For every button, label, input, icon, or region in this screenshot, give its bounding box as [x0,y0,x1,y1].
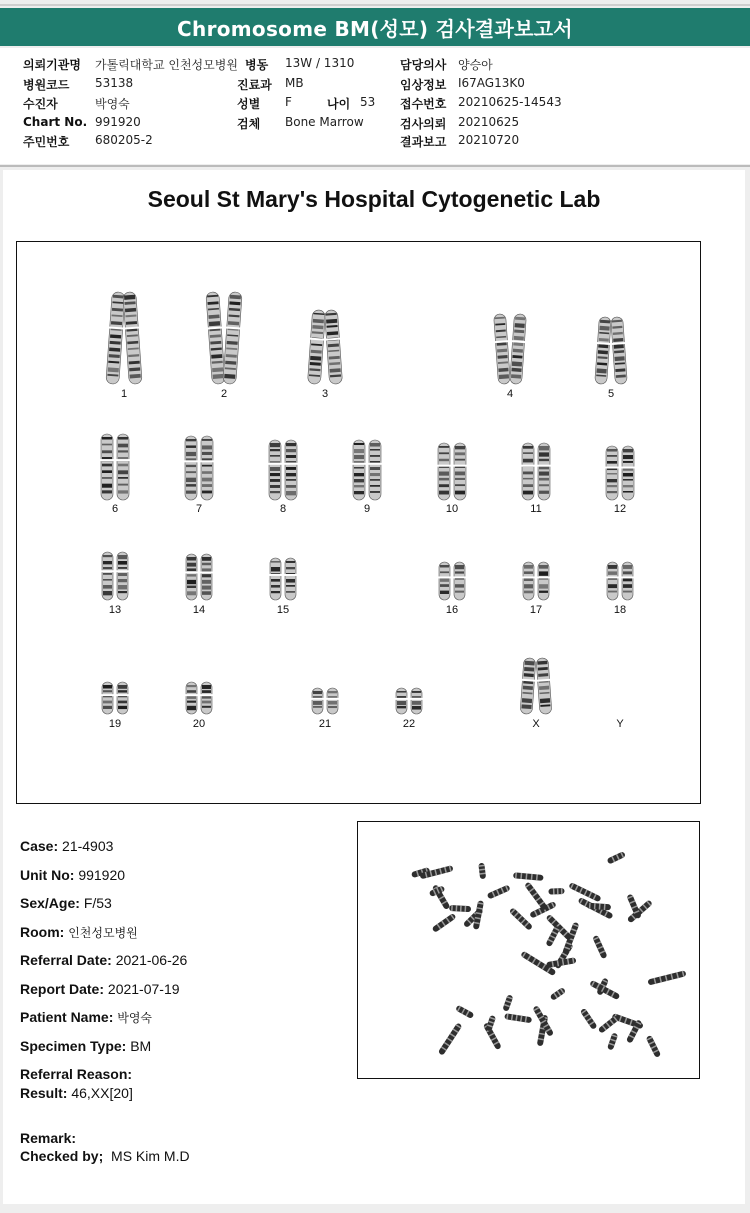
room-label: Room: [20,924,65,940]
chromosome-pair-10 [437,443,467,500]
institution-label: 의뢰기관명 [23,58,81,72]
metaphase-chromosome [550,987,567,1001]
cytogenetic-report [3,170,745,1204]
chromosome-label-X: X [532,718,540,730]
clinical-label: 임상정보 [400,78,447,92]
chromosome-label-17: 17 [529,604,543,616]
report-title-banner [0,8,750,46]
chromosome-pair-15 [269,558,297,600]
sex-label: 성별 [237,97,261,111]
case-value: 21-4903 [62,838,114,854]
case-field [20,838,113,854]
dept-value: MB [285,76,304,90]
top-divider [0,4,750,6]
referral-reason-field [20,1066,132,1082]
chromosome-pair-14 [185,554,213,600]
chromosome-label-12: 12 [613,503,627,515]
metaphase-chromosome [487,885,511,900]
receipt-value: 20210625-14543 [458,95,562,109]
referral-reason-label: Referral Reason: [20,1066,133,1082]
chromosome-pair-3 [306,310,343,385]
chromosome-pair-22 [395,688,423,714]
remark-label: Remark: [20,1130,77,1146]
result-label: Result: [20,1085,68,1101]
chart-value: 991920 [95,115,141,129]
sexage-field [20,895,112,911]
dept-label: 진료과 [237,78,272,92]
section-divider [0,165,750,167]
chromosome-label-5: 5 [607,388,615,400]
chromosome-label-10: 10 [445,503,459,515]
metaphase-chromosome [504,1013,532,1023]
chromosome-label-7: 7 [195,503,203,515]
id-label: 주민번호 [23,135,70,149]
chromosome-pair-1 [105,292,143,385]
chart-label: Chart No. [23,115,88,129]
unit-value: 991920 [78,867,126,883]
chromosome-pair-7 [184,436,214,500]
chromosome-pair-17 [522,562,550,600]
checked-field [20,1148,190,1164]
specimen-value: Bone Marrow [285,115,364,129]
metaphase-chromosome [502,994,513,1011]
ward-label: 병동 [245,58,269,72]
result-report-label: 결과보고 [400,135,447,149]
metaphase-chromosome [438,1022,463,1055]
chromosome-pair-18 [606,562,634,600]
checked-value: MS Kim M.D [111,1148,190,1164]
metaphase-chromosome [513,872,544,881]
specimen-type-field [20,1038,151,1054]
chromosome-pair-20 [185,682,213,714]
result-field [20,1085,133,1101]
remark-field [20,1130,76,1146]
karyogram-image [16,241,701,804]
result-report-value: 20210720 [458,133,520,147]
chromosome-pair-X [519,658,553,715]
chromosome-pair-8 [268,440,298,500]
result-value: 46,XX[20] [71,1085,133,1101]
chromosome-pair-2 [205,292,243,385]
chromosome-pair-16 [438,562,466,600]
metaphase-chromosome [646,1035,662,1058]
chromosome-label-15: 15 [276,604,290,616]
metaphase-chromosome [607,851,626,864]
chromosome-pair-5 [594,317,629,385]
case-label: Case: [20,838,59,854]
metaphase-chromosome [478,863,486,880]
chromosome-label-3: 3 [321,388,329,400]
unit-label: Unit No: [20,867,75,883]
metaphase-chromosome [432,913,457,933]
specimen-label: 검체 [237,117,261,131]
metaphase-chromosome [580,1008,598,1030]
request-label: 검사의뢰 [400,117,447,131]
metaphase-spread [358,822,699,1078]
sexage-value: F/53 [83,895,112,911]
unit-field [20,867,125,883]
metaphase-chromosome [647,970,686,985]
metaphase-chromosome [455,1005,474,1019]
sex-value: F [285,95,292,109]
referral-date-field [20,952,187,968]
chromosome-label-9: 9 [363,503,371,515]
clinical-value: I67AG13K0 [458,76,525,90]
specimen-type-value: BM [130,1038,152,1054]
receipt-label: 접수번호 [400,97,447,111]
metaphase-chromosome [449,905,471,912]
patient-info-panel [0,48,750,164]
metaphase-chromosome [419,865,453,879]
patient-label: 수진자 [23,97,58,111]
chromosome-label-21: 21 [318,718,332,730]
metaphase-image [357,821,700,1079]
specimen-type-label: Specimen Type: [20,1038,127,1054]
chromosome-label-2: 2 [220,388,228,400]
chromosome-pair-4 [493,314,528,385]
age-value: 53 [360,95,376,109]
metaphase-chromosome [548,888,564,895]
ward-value: 13W / 1310 [285,56,355,70]
chromosome-label-8: 8 [279,503,287,515]
metaphase-chromosome [545,925,560,947]
doctor-value: 양승아 [458,58,493,72]
chromosome-pair-6 [100,434,130,500]
patient-name-value: 박영숙 [117,1011,153,1025]
patient-name-label: Patient Name: [20,1009,114,1025]
chromosome-label-16: 16 [445,604,459,616]
doctor-label: 담당의사 [400,58,447,72]
chromosome-label-19: 19 [108,718,122,730]
metaphase-chromosome [592,935,607,959]
sexage-label: Sex/Age: [20,895,80,911]
id-value: 680205-2 [95,133,153,147]
referral-date-label: Referral Date: [20,952,112,968]
room-value: 인천성모병원 [68,926,138,940]
chromosome-label-18: 18 [613,604,627,616]
chromosome-label-13: 13 [108,604,122,616]
room-field [20,924,138,941]
age-label: 나이 [327,97,351,111]
chromosome-label-Y: Y [616,718,624,730]
checked-label: Checked by; [20,1148,104,1164]
report-date-value: 2021-07-19 [107,981,180,997]
chromosome-label-4: 4 [506,388,514,400]
chromosome-pair-12 [605,446,635,500]
chromosome-label-20: 20 [192,718,206,730]
chromosome-label-22: 22 [402,718,416,730]
lab-title: Seoul St Mary's Hospital Cytogenetic Lab [147,186,601,212]
chromosome-label-11: 11 [530,503,542,515]
metaphase-chromosome [485,1015,496,1032]
hospital-code-label: 병원코드 [23,78,70,92]
metaphase-chromosome [598,1015,620,1034]
hospital-code-value: 53138 [95,76,134,90]
request-value: 20210625 [458,115,520,129]
chromosome-pair-11 [521,443,551,500]
chromosome-label-1: 1 [120,388,128,400]
metaphase-chromosome [568,882,601,902]
chromosome-label-6: 6 [111,503,119,515]
chromosome-pair-13 [101,552,129,600]
metaphase-chromosome [587,903,611,911]
report-date-field [20,981,180,997]
chromosome-pair-9 [352,440,382,500]
report-date-label: Report Date: [20,981,105,997]
chromosome-pair-19 [101,682,129,714]
metaphase-chromosome [524,881,548,910]
metaphase-chromosome [607,1032,618,1050]
referral-date-value: 2021-06-26 [115,952,188,968]
metaphase-chromosome [509,907,533,931]
chromosome-label-14: 14 [192,604,206,616]
institution-value: 가톨릭대학교 인천성모병원 [95,58,238,72]
patient-name-field [20,1009,152,1026]
patient-value: 박영숙 [95,97,130,111]
chromosome-pair-21 [311,688,339,714]
report-title: Chromosome BM(성모) 검사결과보고서 [177,16,573,41]
